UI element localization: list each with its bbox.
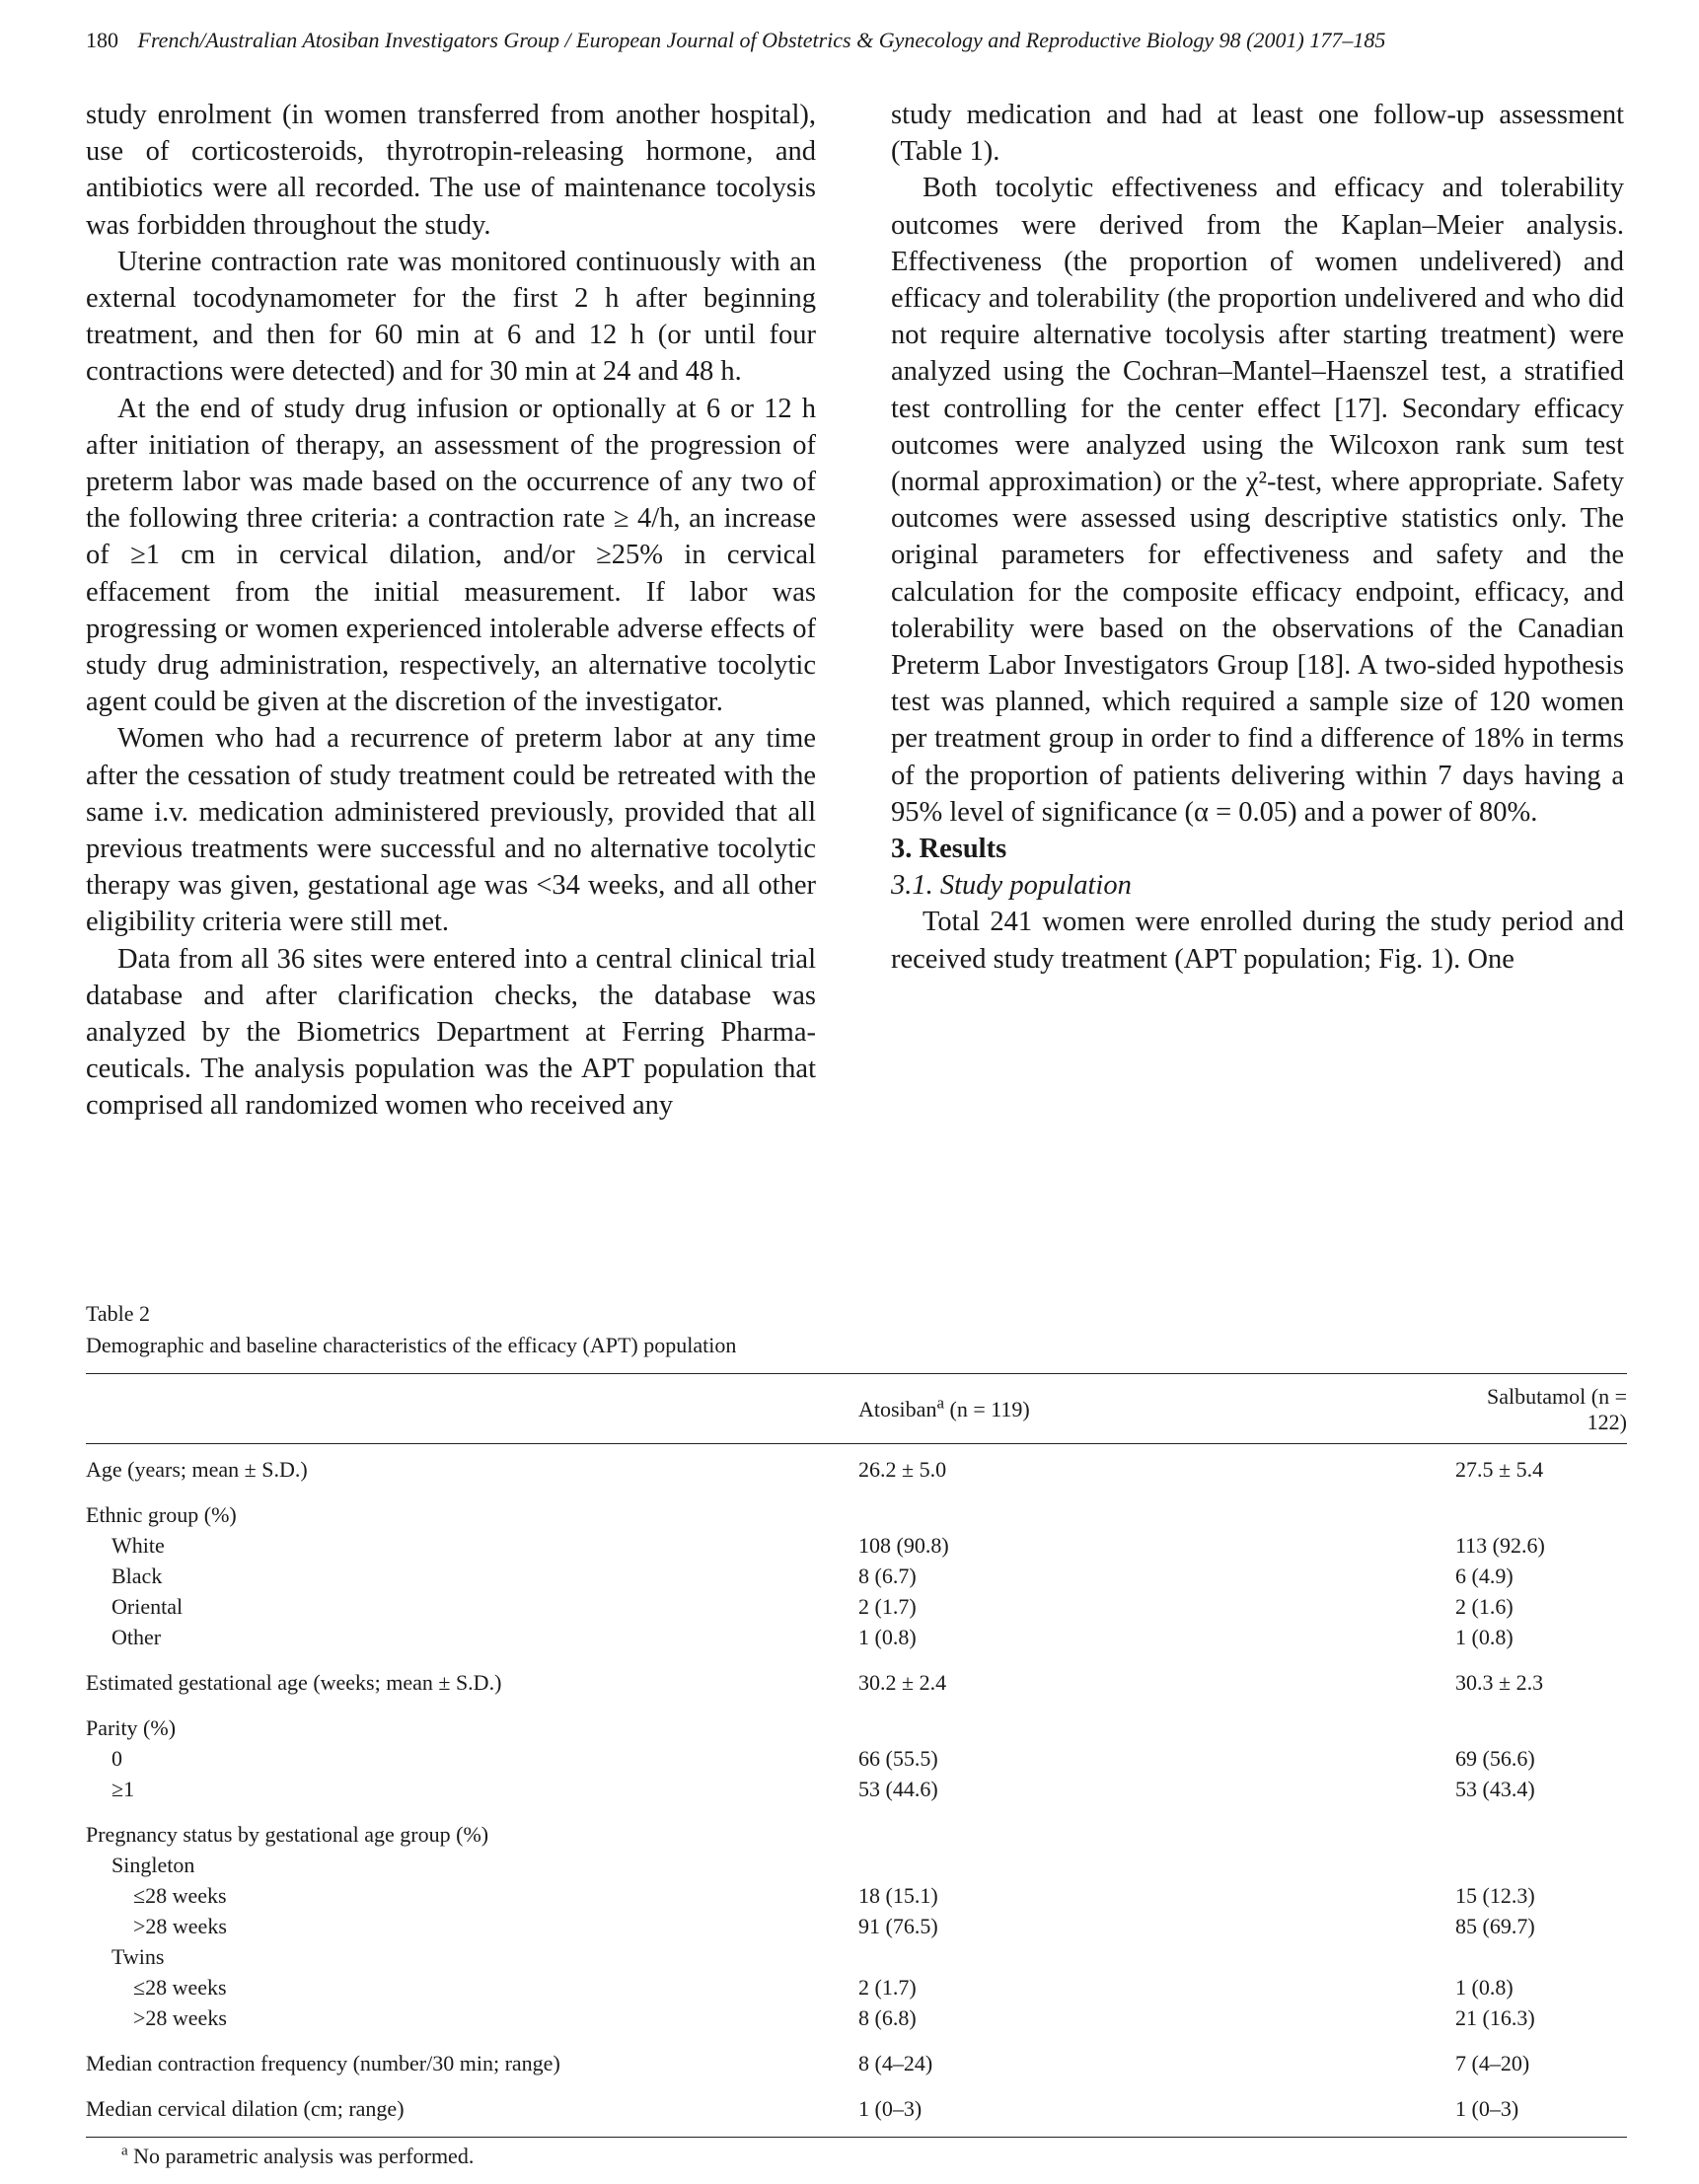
footnote-marker: a xyxy=(936,1393,944,1413)
table-row: Twins xyxy=(111,1944,165,1969)
section-heading: 3. Results xyxy=(891,834,1007,865)
page-number: 180 xyxy=(86,28,118,52)
paragraph: Both tocolytic effectiveness and efficacy and tolerability outcomes were derived from the Kaplan–Meier analysis. Effectiveness (the proportion of women undelivered) and efficacy and tolerability (the proportion undelivered and who did not require alternative tocolysis after starting treatment) were analyzed using the Cochran–Mantel–Haenszel test, a stratified test controlling for the center effect [17]. Secondary efficacy outcomes were analyzed using the Wilcoxon rank sum test (normal approximation) or the χ²-test, where appropriate. Safety outcomes were assessed using descriptive statistics only. The original parameters for effectiveness and safety and the calculation for the composite efficacy endpoint, efficacy, and tolerability were based on the observations of the Canadian Preterm Labor Investigators Group [18]. A two-sided hypothesis test was planned, which required a sample size of 120 women per treatment group in order to find a difference of 18% in terms of the proportion of patients delivering within 7 days having a 95% level of significance (α = 0.05) and a power of 80%. xyxy=(891,173,1624,828)
table-row: Ethnic group (%) xyxy=(86,1502,237,1527)
col-header-atosiban: Atosiban$^a$ (n = 119) xyxy=(858,1374,1455,1444)
demographics-table xyxy=(86,1373,1627,2138)
paragraph: study enrolment (in women transferred from another hospital), use of corticosteroids, thyrotropin-releasing hormone, and antibiotics were all recorded. The use of maintenance tocolysis was forbidden throughout the study. xyxy=(86,100,816,241)
footnote-marker: a xyxy=(121,2143,128,2159)
table-row: ≤28 weeks 2 (1.7) 1 (0.8) xyxy=(133,1975,1514,2000)
table-row: Median contraction frequency (number/30 min; range) 8 (4–24) 7 (4–20) xyxy=(86,2051,1530,2075)
table-row: Singleton xyxy=(111,1853,195,1877)
table-row: 0 66 (55.5) 69 (56.6) xyxy=(111,1746,1535,1771)
col-header-salbutamol: Salbutamol (n = 122) xyxy=(1455,1374,1627,1444)
table-row: Parity (%) xyxy=(86,1715,177,1740)
table-row: Pregnancy status by gestational age group (%) xyxy=(86,1822,489,1847)
paragraph: At the end of study drug infusion or optionally at 6 or 12 h after initiation of therapy, an assessment of the progression of preterm labor was made based on the occurrence of any two of the following three criteria: a contraction rate ≥ 4/h, an increase of ≥1 cm in cervical dilation, and/or ≥25% in cervical effacement from the initial measurement. If labor was progressing or women experienced intolerable adverse effects of study drug administration, respectively, an alternative tocolytic agent could be given at the discretion of the investigator. xyxy=(86,393,816,718)
paragraph: Women who had a recurrence of preterm labor at any time after the cessation of study treatment could be retreated with the same i.v. medication administered previously, provided that all previous treatments were successful and no alternative tocolytic therapy was given, gestational age was <34 weeks, and all other eligibility criteria were still met. xyxy=(86,723,816,938)
table-footnote: $^a$ No parametric analysis was performed. xyxy=(121,2143,475,2168)
table-row: >28 weeks 8 (6.8) 21 (16.3) xyxy=(133,2005,1535,2030)
running-header xyxy=(86,28,1385,53)
table-caption: Demographic and baseline characteristics of the efficacy (APT) population xyxy=(86,1333,737,1357)
paragraph: study medication and had at least one follow-up assessment (Table 1). xyxy=(891,100,1624,168)
journal-citation: French/Australian Atosiban Investigators Group / European Journal of Obstetrics & Gynecology and Reproductive Biology 98 (2001) 177–185 xyxy=(137,28,1386,52)
table-2 xyxy=(86,1298,1627,2169)
left-column xyxy=(86,97,816,1125)
table-label: Table 2 xyxy=(86,1301,151,1326)
subsection-heading: 3.1. Study population xyxy=(891,870,1132,902)
table-row: Oriental 2 (1.7) 2 (1.6) xyxy=(111,1594,1514,1619)
table-row: Age (years; mean ± S.D.) 26.2 ± 5.0 27.5 ± 5.4 xyxy=(86,1457,1544,1482)
table-row: ≥1 53 (44.6) 53 (43.4) xyxy=(111,1777,1535,1801)
table-row: White 108 (90.8) 113 (92.6) xyxy=(111,1533,1545,1558)
table-header-row xyxy=(86,1374,1627,1444)
table-row: ≤28 weeks 18 (15.1) 15 (12.3) xyxy=(133,1883,1535,1908)
table-row: Estimated gestational age (weeks; mean ± S.D.) 30.2 ± 2.4 30.3 ± 2.3 xyxy=(86,1670,1544,1695)
table-row: >28 weeks 91 (76.5) 85 (69.7) xyxy=(133,1914,1535,1938)
paragraph: Total 241 women were enrolled during the study period and received study treatment (APT population; Fig. 1). One xyxy=(891,907,1624,975)
paragraph: Data from all 36 sites were entered into a central clinical trial database and after clarification checks, the database was analyzed by the Biometrics Department at Ferring Pharmaceuticals. The analysis population was the APT population that comprised all randomized women who received any xyxy=(86,943,816,1122)
table-row: Other 1 (0.8) 1 (0.8) xyxy=(111,1625,1514,1649)
table-row: Black 8 (6.7) 6 (4.9) xyxy=(111,1564,1514,1588)
right-column xyxy=(891,97,1624,978)
paragraph: Uterine contraction rate was monitored continuously with an external tocodynamometer for the first 2 h after beginning treatment, and then for 60 min at 6 and 12 h (or until four contractions were detected) and for 30 min at 24 and 48 h. xyxy=(86,246,816,388)
table-row: Median cervical dilation (cm; range) 1 (0–3) 1 (0–3) xyxy=(86,2081,1627,2138)
